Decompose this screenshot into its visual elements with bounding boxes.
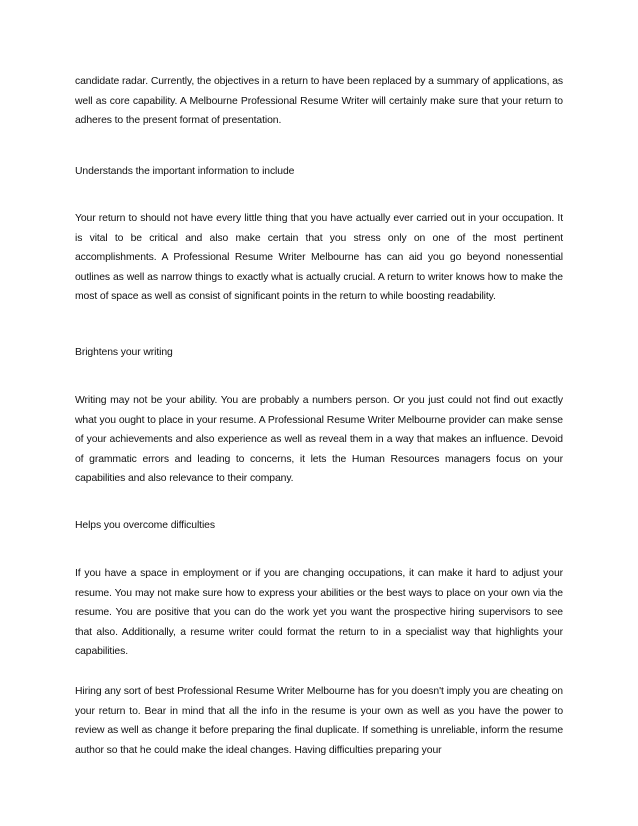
- heading-overcome-difficulties: Helps you overcome difficulties: [75, 520, 215, 531]
- paragraph-return-to-content: Your return to should not have every little thing that you have actually ever carried out in your occupation. It is vital to be critical and also make certain that you stress only on one of the most pertinent accomplishments. A Professional Resume Writer Melbourne has can aid you go beyond nonessential outlines as well as narrow things to exactly what is actually crucial. A return to writer knows how to make the most of space as well as consist of significant points in the return to while boosting readability.: [75, 213, 563, 302]
- paragraph-candidate-radar: candidate radar. Currently, the objectives in a return to have been replaced by a summary of applications, as well as core capability. A Melbourne Professional Resume Writer will certainly make sure that your return to adheres to the present format of presentation.: [75, 76, 563, 126]
- paragraph-hiring-writer: Hiring any sort of best Professional Resume Writer Melbourne has for you doesn't imply you are cheating on your return to. Bear in mind that all the info in the resume is your own as well as you have the power to review as well as change it before preparing the final duplicate. If something is unreliable, inform the resume author so that he could make the ideal changes. Having difficulties preparing your: [75, 686, 563, 756]
- paragraph-employment-space: If you have a space in employment or if you are changing occupations, it can make it hard to adjust your resume. You may not make sure how to express your abilities or the best ways to place on your own via the resume. You are positive that you can do the work yet you want the prospective hiring supervisors to see that also. Additionally, a resume writer could format the return to in a specialist way that highlights your capabilities.: [75, 568, 563, 657]
- heading-important-information: Understands the important information to include: [75, 166, 295, 177]
- heading-brightens-writing: Brightens your writing: [75, 347, 173, 358]
- paragraph-writing-ability: Writing may not be your ability. You are probably a numbers person. Or you just could not find out exactly what you ought to place in your resume. A Professional Resume Writer Melbourne provider can make sense of your achievements and also experience as well as reveal them in a way that makes an influence. Devoid of grammatic errors and leading to concerns, it lets the Human Resources managers focus on your capabilities and also relevance to their company.: [75, 395, 563, 484]
